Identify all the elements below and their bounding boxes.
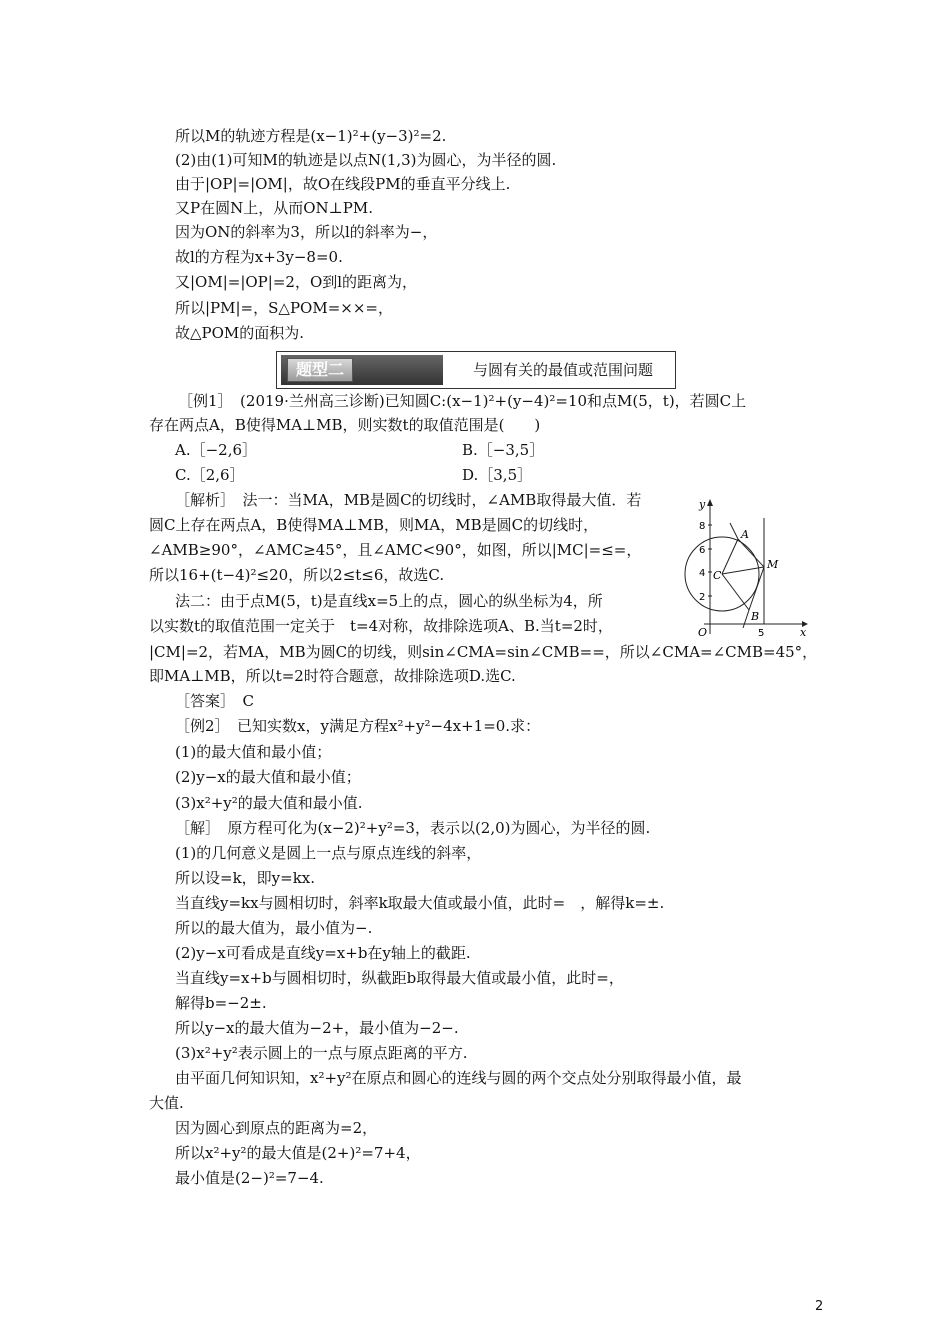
section-banner <box>276 351 676 389</box>
text-line: 所以的最大值为，最小值为−. <box>175 919 373 937</box>
text-line: 由平面几何知识知，x²+y²在原点和圆心的连线与圆的两个交点处分别取得最小值，最 <box>175 1069 742 1087</box>
radius-cb <box>722 574 749 610</box>
text-line: 存在两点A，B使得MA⊥MB，则实数t的取值范围是( ) <box>149 416 541 434</box>
text-line: (3)x²+y²表示圆上的一点与原点距离的平方. <box>175 1044 468 1062</box>
text-line: 以实数t的取值范围一定关于 t=4对称，故排除选项A、B.当t=2时， <box>149 617 613 635</box>
tangent-ext-b <box>743 610 749 628</box>
radius-ca <box>722 539 738 574</box>
option-a: A.［−2,6］ <box>175 441 258 459</box>
text-line: (1)的几何意义是圆上一点与原点连线的斜率， <box>175 844 482 862</box>
tangent-ma <box>738 539 764 567</box>
x-tick-label: 5 <box>758 628 765 638</box>
text-line: 所以x²+y²的最大值是(2+)²=7+4， <box>175 1144 421 1162</box>
y-tick-label: 4 <box>699 568 706 579</box>
banner-tag-label: 题型二 <box>287 358 353 382</box>
point-label-b: B <box>751 610 760 623</box>
text-line: 当直线y=kx与圆相切时，斜率k取最大值或最小值，此时= ，解得k=±. <box>175 894 665 912</box>
text-line: 又|OM|=|OP|=2，O到l的距离为， <box>175 273 418 291</box>
point-label-c: C <box>713 569 722 582</box>
text-line: 当直线y=x+b与圆相切时，纵截距b取得最大值或最小值，此时=， <box>175 969 624 987</box>
y-tick-label: 2 <box>699 592 706 603</box>
text-line: ［例1］ (2019·兰州高三诊断)已知圆C:(x−1)²+(y−4)²=10和点M(5，t)，若圆C上 <box>178 392 747 410</box>
point-label-m: M <box>767 558 779 571</box>
text-line: 解得b=−2±. <box>175 994 267 1012</box>
text-line: ∠AMB≥90°，∠AMC≥45°，且∠AMC<90°，如图，所以|MC|=≤=， <box>149 541 642 559</box>
tangent-ext-a <box>730 523 738 539</box>
text-line: 由于|OP|=|OM|，故O在线段PM的垂直平分线上. <box>175 175 511 193</box>
text-line: 因为ON的斜率为3，所以l的斜率为−， <box>175 223 438 241</box>
segment-cm <box>722 567 764 574</box>
option-b: B.［−3,5］ <box>462 441 545 459</box>
text-line: 法二：由于点M(5，t)是直线x=5上的点，圆心的纵坐标为4，所 <box>175 592 603 610</box>
text-line: 最小值是(2−)²=7−4. <box>175 1169 324 1187</box>
text-line: ［解析］ 法一：当MA，MB是圆C的切线时，∠AMB取得最大值．若 <box>175 491 642 509</box>
circle-tangent-figure <box>672 496 812 638</box>
text-line: 大值. <box>149 1094 184 1112</box>
text-line: 圆C上存在两点A，B使得MA⊥MB，则MA，MB是圆C的切线时， <box>149 516 599 534</box>
y-tick-label: 6 <box>699 545 706 556</box>
text-line: 即MA⊥MB，所以t=2时符合题意，故排除选项D.选C. <box>149 667 516 685</box>
text-line: (2)由(1)可知M的轨迹是以点N(1,3)为圆心，为半径的圆. <box>175 151 557 169</box>
axis-y-label: y <box>699 498 706 511</box>
text-line: 所以y−x的最大值为−2+，最小值为−2−. <box>175 1019 459 1037</box>
text-line: (2)y−x的最大值和最小值； <box>175 768 361 786</box>
text-line: 又P在圆N上，从而ON⊥PM. <box>175 199 373 217</box>
banner-tag-block <box>281 355 443 385</box>
y-tick-label: 8 <box>699 521 706 532</box>
axis-x-label: x <box>800 626 807 638</box>
point-label-a: A <box>741 528 749 541</box>
text-line: 故△POM的面积为. <box>175 324 305 342</box>
text-line: 所以16+(t−4)²≤20，所以2≤t≤6，故选C. <box>149 566 445 584</box>
origin-label: O <box>698 626 708 638</box>
text-line: (3)x²+y²的最大值和最小值. <box>175 794 363 812</box>
answer-line: ［答案］ C <box>175 692 254 710</box>
text-line: (1)的最大值和最小值； <box>175 743 332 761</box>
page-number: 2 <box>815 1299 824 1314</box>
text-line: 所以|PM|=，S△POM=××=， <box>175 299 393 317</box>
text-line: 所以设=k，即y=kx. <box>175 869 316 887</box>
banner-title: 与圆有关的最值或范围问题 <box>473 361 654 379</box>
text-line: |CM|=2，若MA，MB为圆C的切线，则sin∠CMA=sin∠CMB==，所以∠CMA=∠CMB=45°， <box>149 643 818 661</box>
text-line: 因为圆心到原点的距离为=2， <box>175 1119 378 1137</box>
y-axis-arrow <box>707 499 713 506</box>
option-d: D.［3,5］ <box>462 466 533 484</box>
text-line: ［解］ 原方程可化为(x−2)²+y²=3，表示以(2,0)为圆心，为半径的圆. <box>175 819 651 837</box>
text-line: 所以M的轨迹方程是(x−1)²+(y−3)²=2. <box>175 127 447 145</box>
tangent-mb <box>749 567 764 610</box>
text-line: ［例2］ 已知实数x，y满足方程x²+y²−4x+1=0.求： <box>175 717 541 735</box>
text-line: (2)y−x可看成是直线y=x+b在y轴上的截距. <box>175 944 471 962</box>
text-line: 故l的方程为x+3y−8=0. <box>175 248 343 266</box>
option-c: C.［2,6］ <box>175 466 245 484</box>
